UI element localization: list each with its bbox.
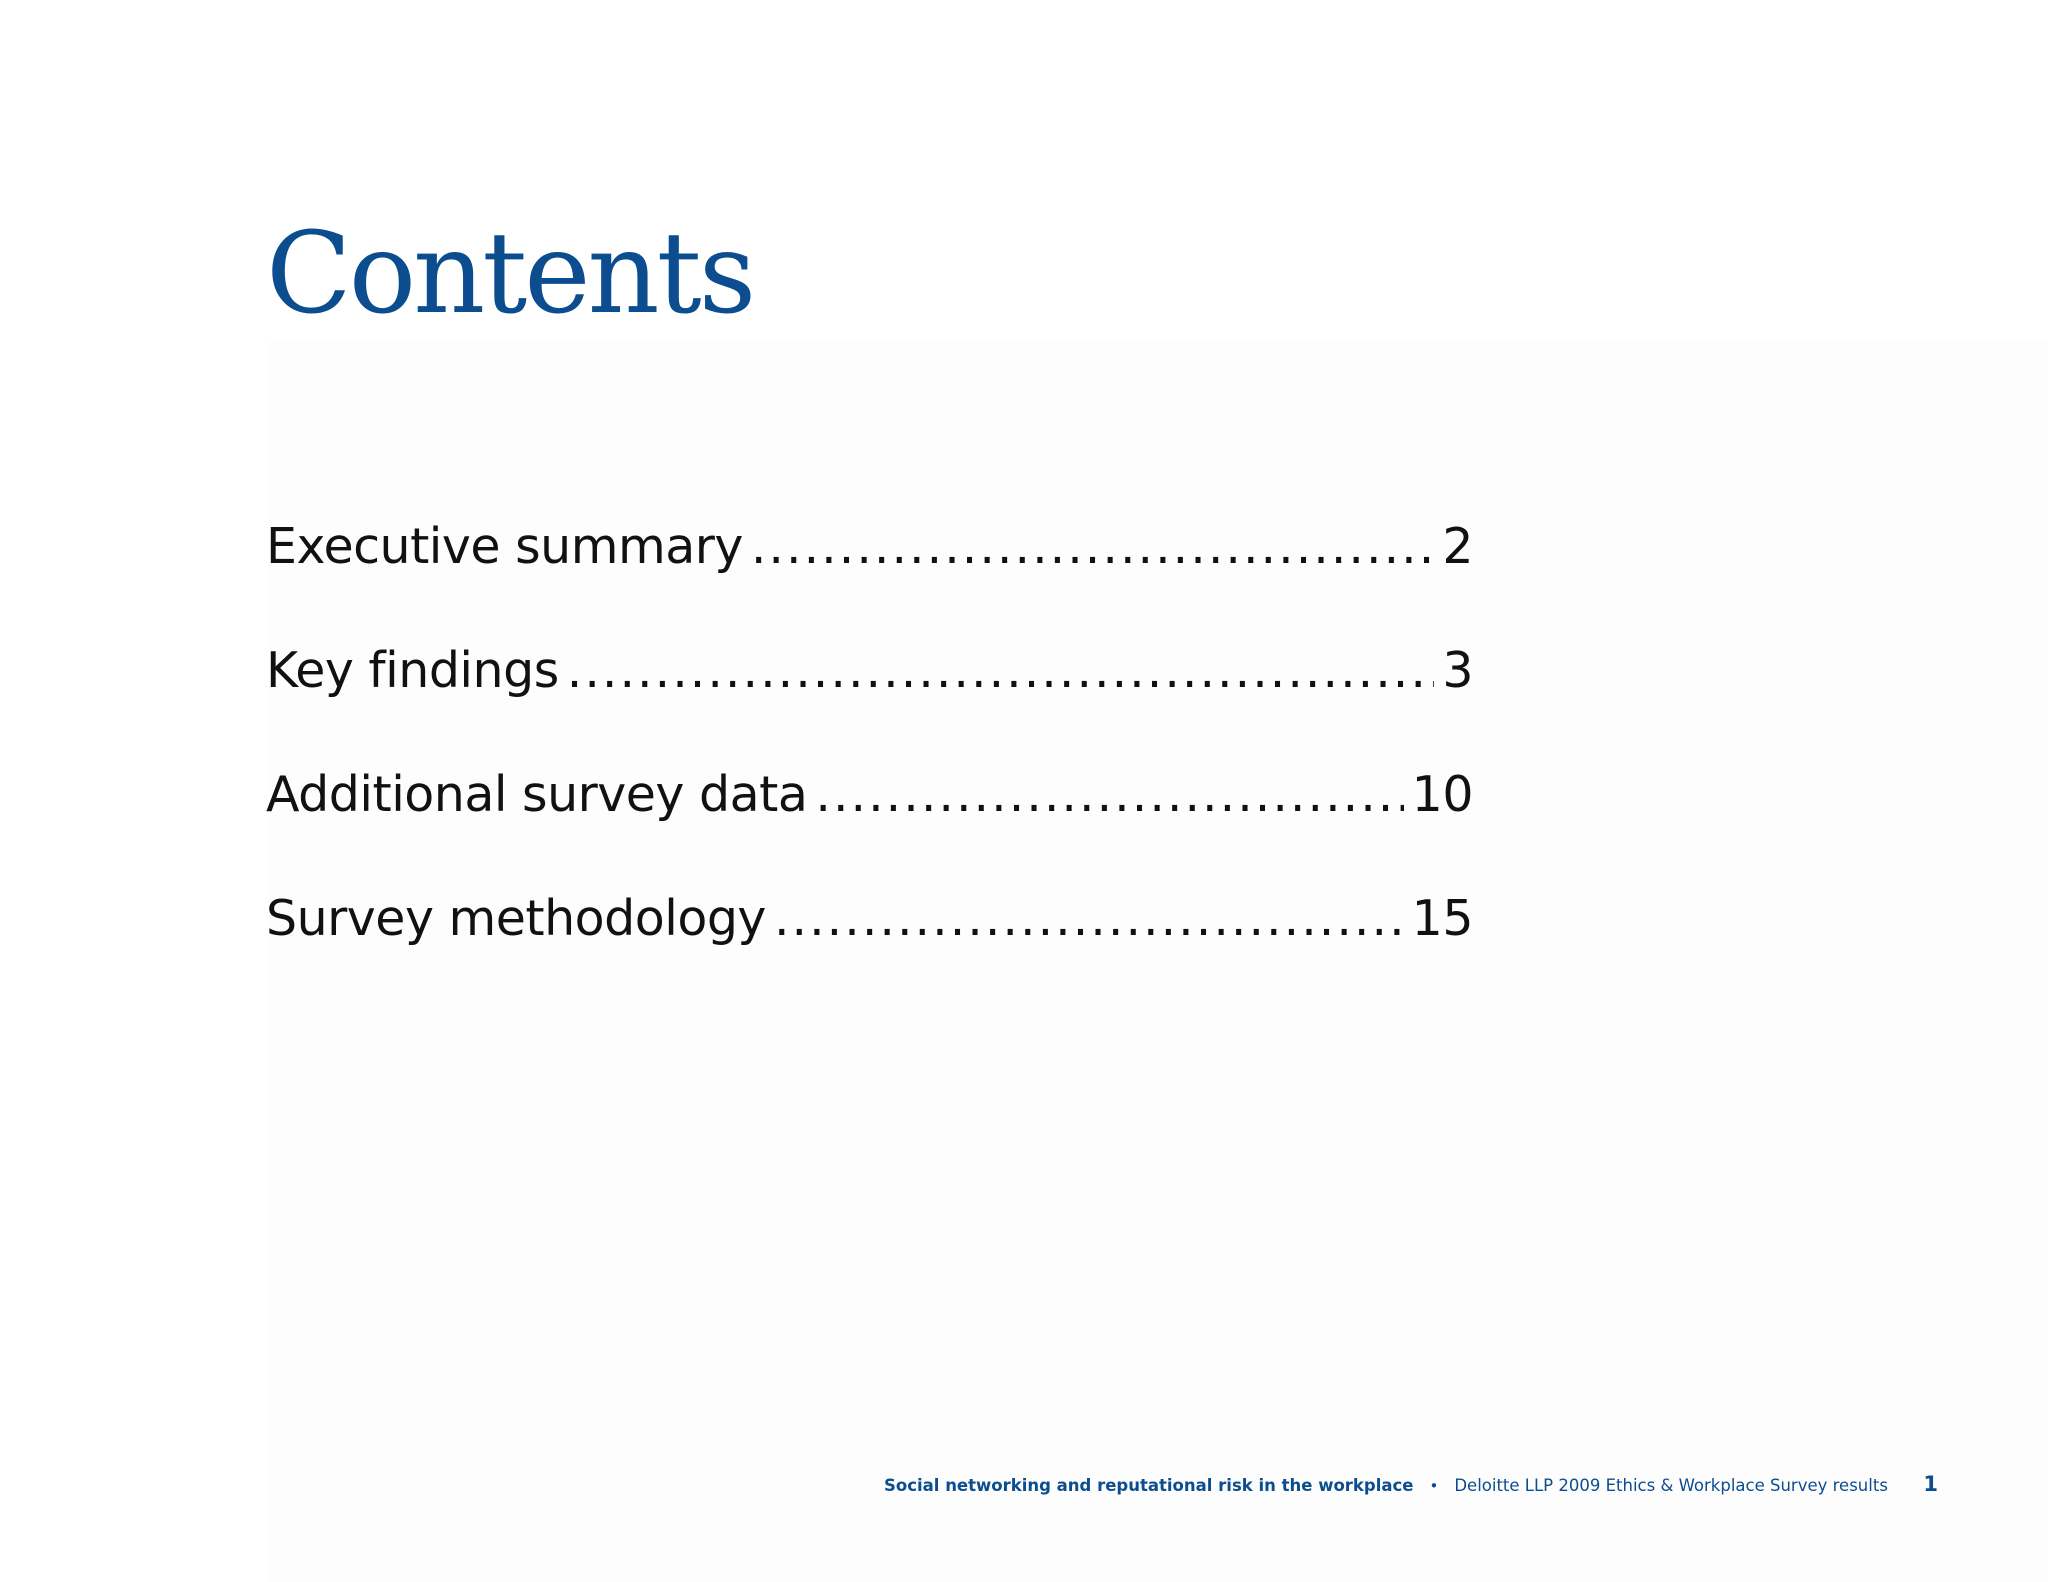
toc-entry-executive-summary[interactable] [266,518,1473,642]
toc-entry-survey-methodology[interactable] [266,890,1473,1014]
page-title: Contents [266,209,754,339]
footer-document-subtitle: Deloitte LLP 2009 Ethics & Workplace Survey results [1454,1476,1888,1495]
page-number: 1 [1923,1472,1938,1496]
table-of-contents [266,518,1473,1014]
footer-document-title: Social networking and reputational risk in the workplace [884,1476,1414,1495]
toc-entry-page: 3 [1442,642,1473,699]
page-footer [884,1472,1938,1496]
toc-entry-page: 15 [1411,890,1473,947]
toc-dot-leader [774,890,1404,947]
toc-entry-page: 2 [1442,518,1473,575]
toc-dot-leader [815,766,1403,823]
toc-entry-additional-survey-data[interactable] [266,766,1473,890]
toc-dot-leader [751,518,1434,575]
toc-entry-key-findings[interactable] [266,642,1473,766]
toc-entry-label: Additional survey data [266,766,808,823]
footer-bullet-separator: • [1429,1477,1439,1495]
toc-entry-page: 10 [1411,766,1473,823]
toc-entry-label: Executive summary [266,518,743,575]
toc-entry-label: Key findings [266,642,559,699]
toc-entry-label: Survey methodology [266,890,766,947]
toc-dot-leader [567,642,1435,699]
